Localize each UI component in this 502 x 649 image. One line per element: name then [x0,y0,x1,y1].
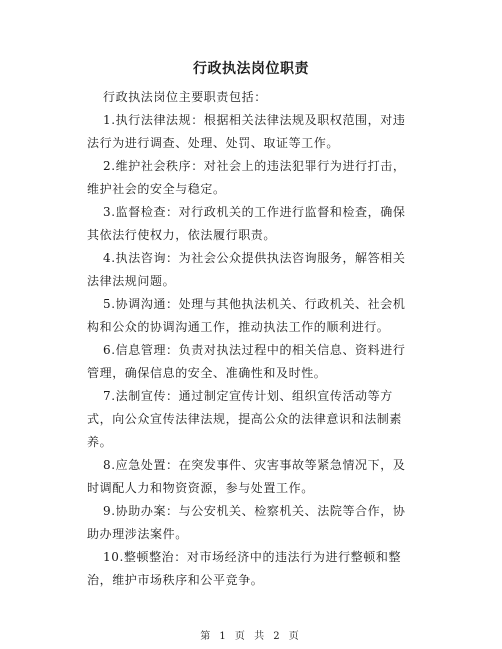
document-body [87,86,417,592]
duty-paragraph-7: 7.法制宣传：通过制定宣传计划、组织宣传活动等方式，向公众宣传法律法规，提高公众的法律意识和法制素养。 [87,389,403,449]
duty-paragraph-5: 5.协调沟通：处理与其他执法机关、行政机关、社会机构和公众的协调沟通工作，推动执法工作的顺利进行。 [87,297,406,334]
duty-paragraph-9: 9.协助办案：与公安机关、检察机关、法院等合作，协助办理涉法案件。 [87,504,406,541]
duty-paragraph-4: 4.执法咨询：为社会公众提供执法咨询服务，解答相关法律法规问题。 [87,251,406,288]
document-title: 行政执法岗位职责 [193,61,309,77]
duty-paragraph-1: 1.执行法律法规：根据相关法律法规及职权范围，对违法行为进行调查、处理、处罚、取证等工作。 [87,113,406,150]
duty-paragraph-10: 10.整顿整治：对市场经济中的违法行为进行整顿和整治，维护市场秩序和公平竞争。 [87,550,402,587]
page-number-footer: 第 1 页 共 2 页 [200,631,302,642]
duty-paragraph-8: 8.应急处置：在突发事件、灾害事故等紧急情况下，及时调配人力和物资资源，参与处置工作。 [87,458,406,495]
intro-paragraph: 行政执法岗位主要职责包括： [103,90,267,104]
duty-paragraph-2: 2.维护社会秩序：对社会上的违法犯罪行为进行打击，维护社会的安全与稳定。 [87,159,406,196]
duty-paragraph-6: 6.信息管理：负责对执法过程中的相关信息、资料进行管理，确保信息的安全、准确性和及时性。 [87,343,406,380]
duty-paragraph-3: 3.监督检查：对行政机关的工作进行监督和检查，确保其依法行使权力，依法履行职责。 [87,205,406,242]
